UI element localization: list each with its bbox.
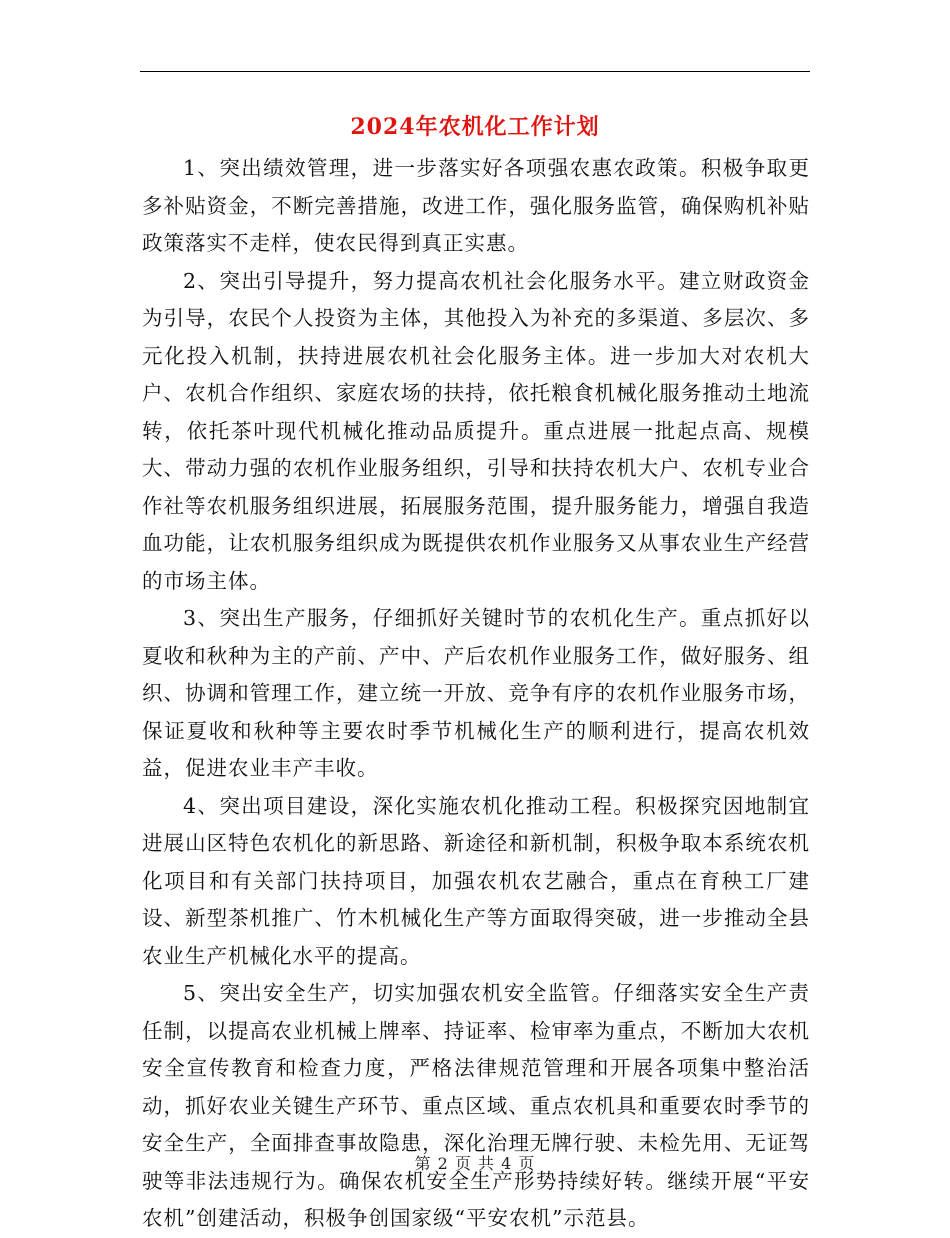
document-title: 2024年农机化工作计划: [350, 114, 600, 140]
paragraph-5: 5、突出安全生产，切实加强农机安全监管。仔细落实安全生产责任制，以提高农业机械上牌率、持证率、检审率为重点，不断加大农机安全宣传教育和检查力度，严格法律规范管理和开展各项集中整治活动，抓好农业关键生产环节、重点区域、重点农机具和重要农时季节的安全生产，全面排查事故隐患，深化治理无牌行驶、未检先用、无证驾驶等非法违规行为。确保农机安全生产形势持续好转。继续开展“平安农机”创建活动，积极争创国家级“平安农机”示范县。: [142, 981, 810, 1230]
paragraph-3: 3、突出生产服务，仔细抓好关键时节的农机化生产。重点抓好以夏收和秋种为主的产前、产中、产后农机作业服务工作，做好服务、组织、协调和管理工作，建立统一开放、竞争有序的农机作业服务市场，保证夏收和秋种等主要农时季节机械化生产的顺利进行，提高农机效益，促进农业丰产丰收。: [142, 606, 810, 780]
paragraph-1: 1、突出绩效管理，进一步落实好各项强农惠农政策。积极争取更多补贴资金，不断完善措施，改进工作，强化服务监管，确保购机补贴政策落实不走样，使农民得到真正实惠。: [142, 156, 810, 255]
document-body: [142, 150, 810, 1238]
page-number-footer: 第 2 页 共 4 页: [414, 1154, 536, 1173]
paragraph-4: 4、突出项目建设，深化实施农机化推动工程。积极探究因地制宜进展山区特色农机化的新思路、新途径和新机制，积极争取本系统农机化项目和有关部门扶持项目，加强农机农艺融合，重点在育秧工厂建设、新型茶机推广、竹木机械化生产等方面取得突破，进一步推动全县农业生产机械化水平的提高。: [142, 793, 810, 968]
header-rule: [140, 71, 810, 72]
paragraph-2: 2、突出引导提升，努力提高农机社会化服务水平。建立财政资金为引导，农民个人投资为主体，其他投入为补充的多渠道、多层次、多元化投入机制，扶持进展农机社会化服务主体。进一步加大对农机大户、农机合作组织、家庭农场的扶持，依托粮食机械化服务推动土地流转，依托茶叶现代机械化推动品质提升。重点进展一批起点高、规模大、带动力强的农机作业服务组织，引导和扶持农机大户、农机专业合作社等农机服务组织进展，拓展服务范围，提升服务能力，增强自我造血功能，让农机服务组织成为既提供农机作业服务又从事农业生产经营的市场主体。: [142, 268, 810, 593]
